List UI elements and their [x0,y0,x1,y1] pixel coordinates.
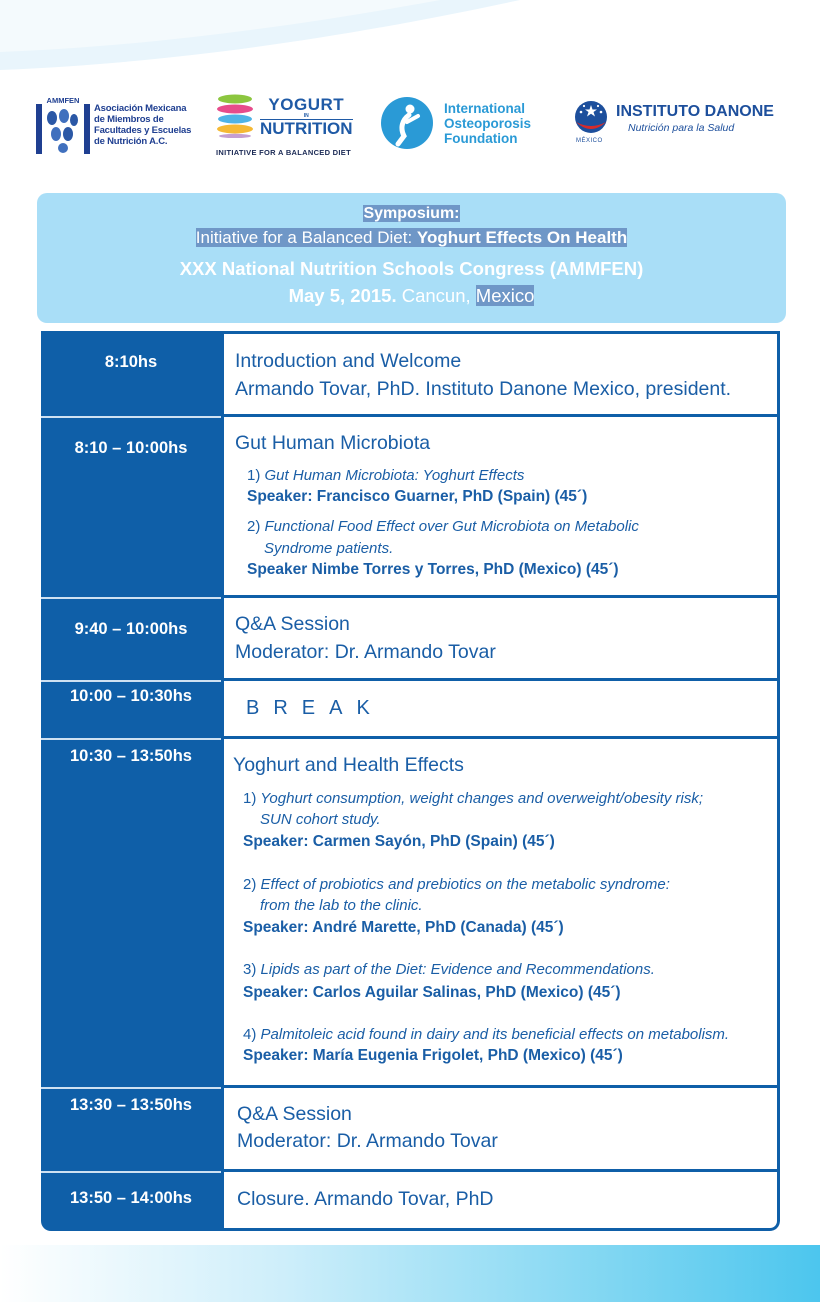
time-cell: 10:00 – 10:30hs [41,681,221,739]
schedule-row [41,681,780,739]
congress-title: XXX National Nutrition Schools Congress (AMMFEN) [179,258,644,279]
session-cell [224,1172,780,1231]
schedule-row [41,1172,780,1231]
time-cell: 9:40 – 10:00hs [41,598,221,681]
partner-logos [0,90,820,160]
session-title: Introduction and Welcome [235,350,462,372]
break-label: BREAK [246,697,384,719]
initiative-line: Initiative for a Balanced Diet: Yoghurt Effects On Health [195,228,628,247]
schedule-row [41,1088,780,1172]
time-cell: 8:10hs [41,331,221,417]
yogurt-tagline: INITIATIVE FOR A BALANCED DIET [216,148,351,157]
talk-speaker: Speaker: Francisco Guarner, PhD (Spain) (45´) [247,488,588,505]
instituto-danone-logo: INSTITUTO DANONE Nutrición para la Salud MÉXICO [572,100,774,138]
session-subtitle: Closure. Armando Tovar, PhD [237,1188,494,1210]
time-cell: 10:30 – 13:50hs [41,739,221,1088]
talk-title: 3) Lipids as part of the Diet: Evidence and Recommendations. [243,961,655,978]
session-title: Gut Human Microbiota [235,432,431,454]
symposium-header [37,193,786,323]
ammfen-name: Asociación Mexicana de Miembros de Facultades y Escuelas de Nutrición A.C. [94,103,192,147]
talk-title-continued: from the lab to the clinic. [260,897,423,914]
schedule-row [41,598,780,681]
session-title: Yoghurt and Health Effects [233,754,464,776]
session-subtitle: Moderator: Dr. Armando Tovar [235,641,496,663]
ammfen-logo [36,96,191,154]
schedule-row [41,417,780,598]
session-cell [224,739,780,1088]
symposium-label: Symposium: [363,205,460,222]
schedule-row [41,331,780,417]
danone-country: MÉXICO [576,138,603,144]
schedule-row [41,739,780,1088]
talk-speaker: Speaker: Carmen Sayón, PhD (Spain) (45´) [243,833,555,850]
talk-speaker: Speaker: André Marette, PhD (Canada) (45´) [243,919,564,936]
talk-title: 1) Yoghurt consumption, weight changes and overweight/obesity risk; [243,790,704,807]
time-cell: 13:30 – 13:50hs [41,1088,221,1172]
talk-title: 1) Gut Human Microbiota: Yoghurt Effects [247,467,525,484]
session-subtitle: Armando Tovar, PhD. Instituto Danone Mexico, president. [235,378,732,400]
session-cell [224,681,780,739]
session-subtitle: Moderator: Dr. Armando Tovar [237,1130,498,1152]
talk-title-continued: Syndrome patients. [264,540,394,557]
session-title: Q&A Session [235,613,350,635]
session-cell [224,1088,780,1172]
session-cell [224,598,780,681]
event-date-location: May 5, 2015. Cancun, Mexico [288,285,535,306]
talk-speaker: Speaker Nimbe Torres y Torres, PhD (Mexico) (45´) [247,561,619,578]
bottom-gradient-band [0,1245,820,1302]
talk-speaker: Speaker: Carlos Aguilar Salinas, PhD (Mexico) (45´) [243,984,621,1001]
ammfen-mark-text: AMMFEN [46,96,80,105]
top-swoosh-decoration [0,0,820,80]
yogurt-stack-icon [216,94,254,138]
schedule-table [41,331,780,1231]
talk-title-continued: SUN cohort study. [260,811,381,828]
session-title: Q&A Session [237,1103,352,1125]
iof-logo: International Osteoporosis Foundation [380,96,531,150]
talk-title: 2) Functional Food Effect over Gut Microbiota on Metabolic [247,518,639,535]
talk-title: 4) Palmitoleic acid found in dairy and its beneficial effects on metabolism. [243,1026,730,1043]
time-cell: 13:50 – 14:00hs [41,1172,221,1231]
ammfen-mark-icon [36,96,90,154]
yogurt-in-nutrition-logo: YOGURT IN NUTRITION INITIATIVE FOR A BALANCED DIET [216,94,353,157]
session-cell [224,417,780,598]
time-cell: 8:10 – 10:00hs [41,417,221,598]
iof-figure-icon [380,96,434,150]
session-cell [224,331,780,417]
talk-title: 2) Effect of probiotics and prebiotics on the metabolic syndrome: [243,876,670,893]
talk-speaker: Speaker: María Eugenia Frigolet, PhD (Mexico) (45´) [243,1047,623,1064]
danone-star-icon [572,100,610,138]
